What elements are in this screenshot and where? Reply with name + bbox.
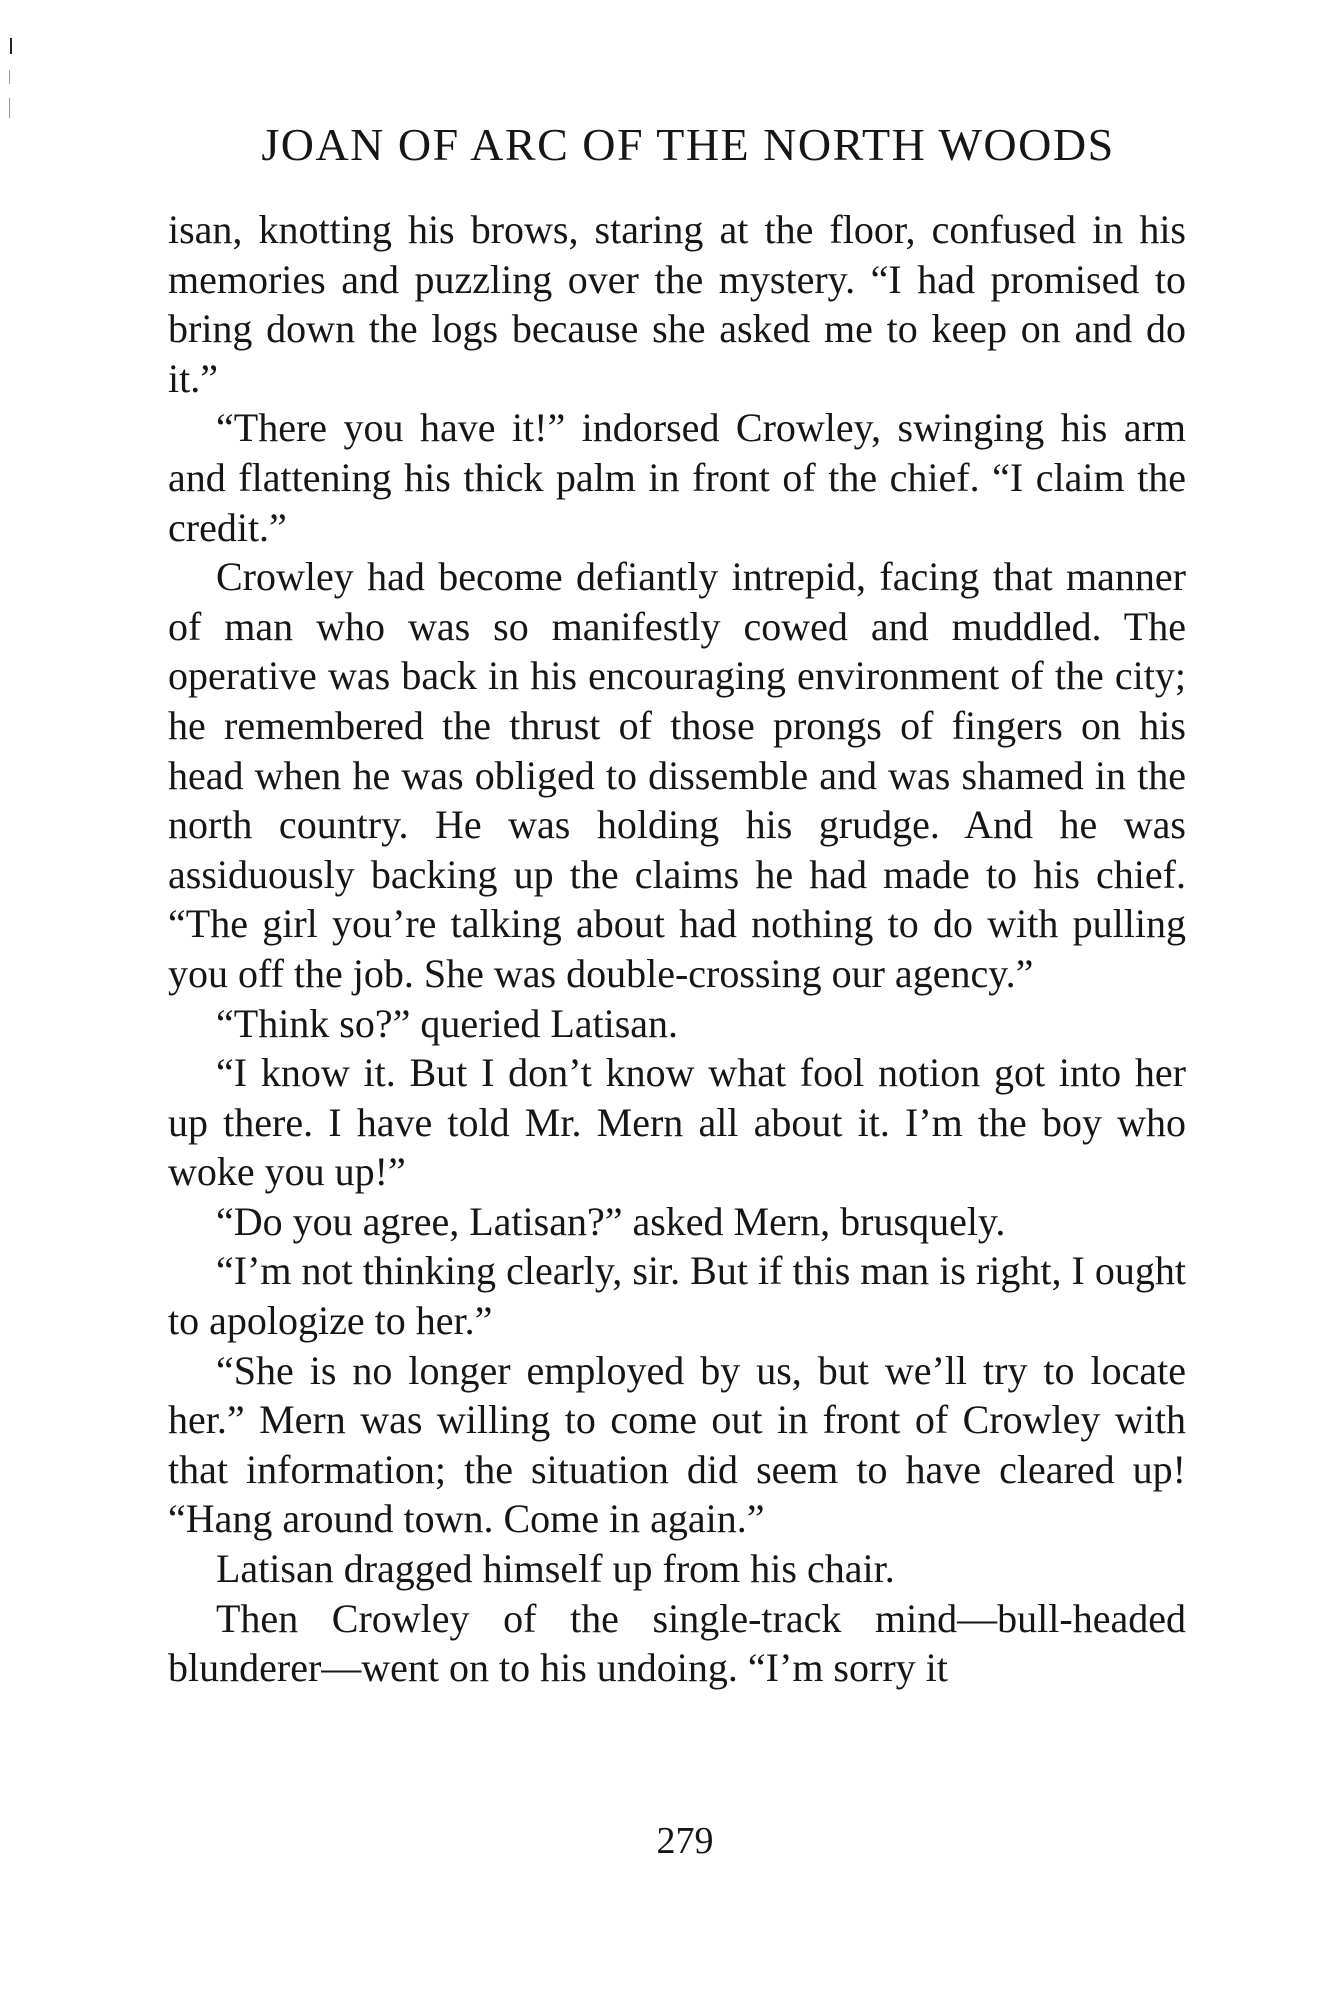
paragraph: “She is no longer employed by us, but we’ll try to locate her.” Mern was willing to come out in front of Crowley with that information; the situation did seem to have cleared up! “Hang around town. Come in again.” [168,1347,1186,1542]
paragraph: Crowley had become defiantly intrepid, facing that manner of man who was so manifestly cowed and muddled. The operative was back in his encouraging environment of the city; he remembered the thrust of those prongs of fingers on his head when he was obliged to dissemble and was shamed in the north country. He was holding his grudge. And he was assiduously backing up the claims he had made to his chief. “The girl you’re talking about had nothing to do with pulling you off the job. She was double-crossing our agency.” [168,554,1186,996]
paragraph: Then Crowley of the single-track mind—bull-headed blunderer—went on to his undoing. “I’m sorry it [168,1595,1186,1691]
page-number: 279 [656,1820,714,1862]
paragraph: “I’m not thinking clearly, sir. But if this man is right, I ought to apologize to her.” [168,1248,1186,1344]
binding-edge-speck [9,70,10,84]
paragraph: Latisan dragged himself up from his chair. [216,1546,895,1592]
binding-edge-mark [10,38,12,54]
binding-edge-speck [9,98,10,118]
body-text [168,205,1186,1693]
paragraph: “Do you agree, Latisan?” asked Mern, brusquely. [216,1198,1006,1244]
paragraph: “There you have it!” indorsed Crowley, swinging his arm and flattening his thick palm in front of the chief. “I claim the credit.” [168,405,1186,550]
paragraph: “Think so?” queried Latisan. [216,1000,679,1046]
paragraph: isan, knotting his brows, staring at the floor, confused in his memories and puzzling over the mystery. “I had promised to bring down the logs because she asked me to keep on and do it.” [168,207,1186,401]
paragraph: “I know it. But I don’t know what fool notion got into her up there. I have told Mr. Mern all about it. I’m the boy who woke you up!” [168,1050,1186,1195]
running-head: JOAN OF ARC OF THE NORTH WOODS [261,119,1115,170]
